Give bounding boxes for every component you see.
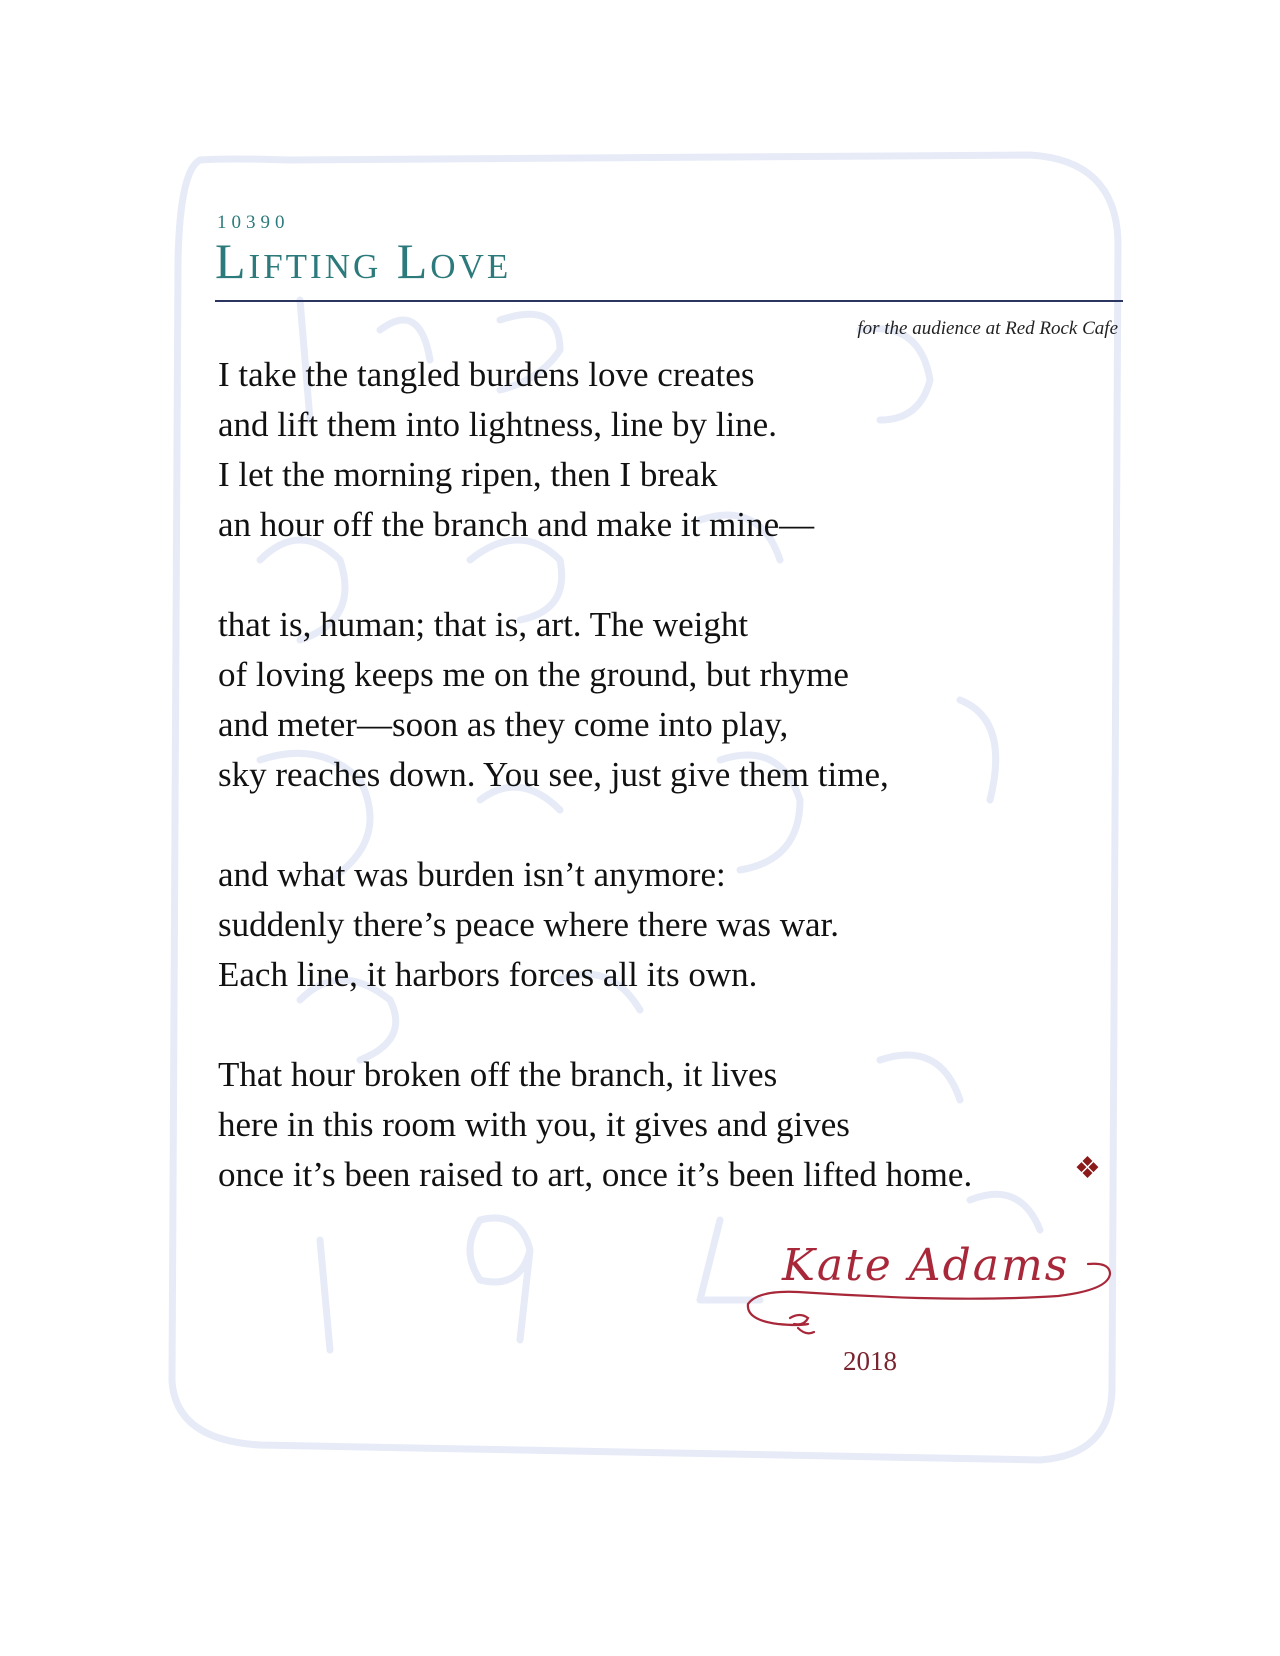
poem-line: and lift them into lightness, line by line. <box>218 405 777 444</box>
diamond-ornament-icon: ❖ <box>1074 1151 1101 1186</box>
poem-line: I let the morning ripen, then I break <box>218 455 718 494</box>
poem-line: and meter—soon as they come into play, <box>218 705 789 744</box>
poem-line: here in this room with you, it gives and gives <box>218 1105 850 1144</box>
poem-number: 10390 <box>217 212 290 233</box>
title-divider <box>215 300 1123 302</box>
poem-line: an hour off the branch and make it mine— <box>218 505 815 544</box>
stanza-1 <box>218 350 1118 550</box>
poem-body <box>218 350 1118 1250</box>
poem-line: Each line, it harbors forces all its own. <box>218 955 758 994</box>
poem-dedication: for the audience at Red Rock Cafe <box>857 318 1118 339</box>
poem-line: suddenly there’s peace where there was war. <box>218 905 839 944</box>
stanza-4 <box>218 1050 1118 1200</box>
signature-year: 2018 <box>843 1346 897 1376</box>
poem-line: that is, human; that is, art. The weight <box>218 605 749 644</box>
poem-line: sky reaches down. You see, just give them time, <box>218 755 889 794</box>
poem-line: of loving keeps me on the ground, but rhyme <box>218 655 849 694</box>
poem-line: once it’s been raised to art, once it’s been lifted home. <box>218 1155 973 1194</box>
signature: Kate Adams <box>782 1240 1070 1291</box>
poem-line: That hour broken off the branch, it lives <box>218 1055 778 1094</box>
stanza-3 <box>218 850 1118 1000</box>
stanza-2 <box>218 600 1118 800</box>
poem-title: Lifting Love <box>215 233 512 289</box>
poem-line: and what was burden isn’t anymore: <box>218 855 726 894</box>
poem-line: I take the tangled burdens love creates <box>218 355 755 394</box>
